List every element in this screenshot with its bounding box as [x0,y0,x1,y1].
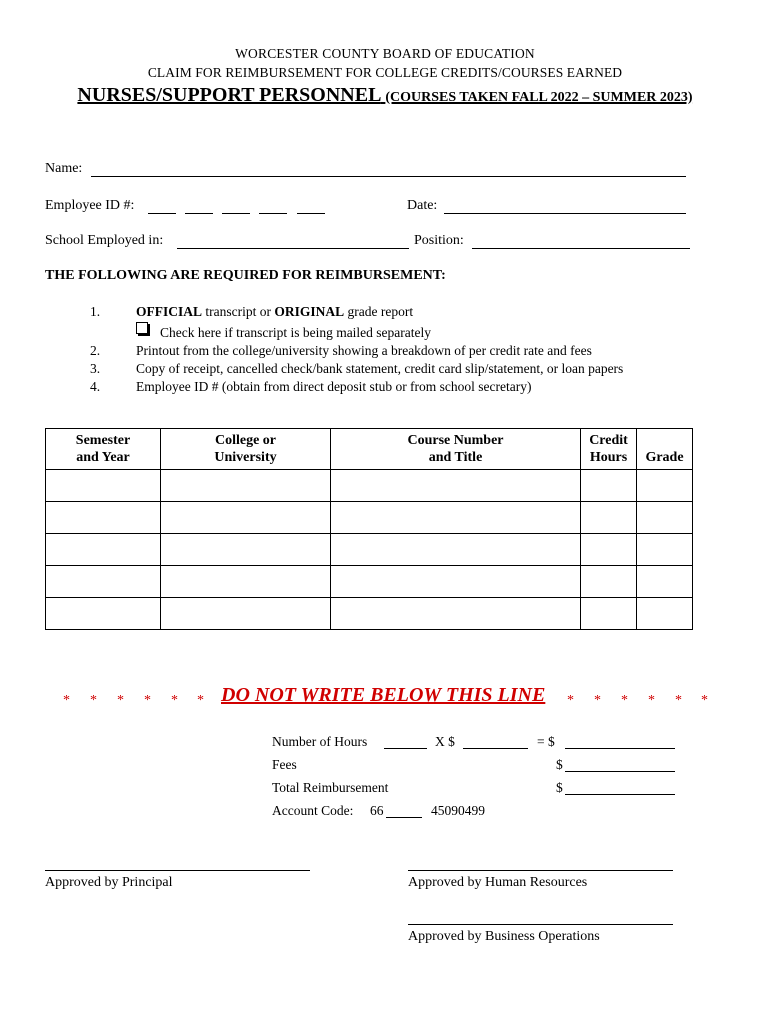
school-input-line[interactable] [177,234,409,249]
name-field [45,161,82,177]
employee-id-box-2[interactable] [185,199,213,214]
header-board-name: WORCESTER COUNTY BOARD OF EDUCATION [235,46,535,61]
employee-id-box-5[interactable] [297,199,325,214]
divider-star: * [90,693,97,708]
col-course [331,429,581,470]
requirements-title: THE FOLLOWING ARE REQUIRED FOR REIMBURSEMENT: [45,268,446,283]
table-row [46,566,693,598]
subtotal-input-line[interactable] [565,735,675,749]
table-cell[interactable] [581,598,637,630]
col-credit-hours-line2: Hours [589,450,628,465]
table-cell[interactable] [46,598,161,630]
rate-input-line[interactable] [463,735,528,749]
fees-label: Fees [272,757,297,772]
col-grade [637,429,693,470]
table-row [46,502,693,534]
table-cell[interactable] [331,566,581,598]
table-cell[interactable] [161,598,331,630]
req-num-3: 3. [90,361,101,376]
fees-input-line[interactable] [565,758,675,772]
position-input-line[interactable] [472,234,690,249]
table-cell[interactable] [161,502,331,534]
divider-star: * [117,693,124,708]
req-item-4: Employee ID # (obtain from direct deposit stub or from school secretary) [136,379,532,394]
req-official: OFFICIAL [136,304,203,319]
table-cell[interactable] [331,534,581,566]
checkbox-label: Check here if transcript is being mailed separately [160,325,432,340]
table-cell[interactable] [581,534,637,566]
employee-id-label: Employee ID #: [45,198,135,213]
table-row [46,470,693,502]
table-row [46,598,693,630]
employee-id-box-4[interactable] [259,199,287,214]
requirements-list [0,304,770,399]
page-title-sub: (COURSES TAKEN FALL 2022 – SUMMER 2023) [385,90,693,105]
hours-label: Number of Hours [272,734,368,749]
divider-star: * [567,693,574,708]
courses-table [45,428,693,630]
table-cell[interactable] [581,470,637,502]
employee-id-box-3[interactable] [222,199,250,214]
col-course-line1: Course Number [407,433,504,448]
table-cell[interactable] [637,534,693,566]
col-college [161,429,331,470]
table-cell[interactable] [161,470,331,502]
hr-signature-line[interactable] [408,869,673,871]
table-cell[interactable] [331,502,581,534]
req-item-3: Copy of receipt, cancelled check/bank statement, credit card slip/statement, or loan papers [136,361,624,376]
hours-input-line[interactable] [384,735,427,749]
position-label: Position: [414,233,464,248]
table-cell[interactable] [161,534,331,566]
table-cell[interactable] [46,566,161,598]
req-item-1-text-b: grade report [344,304,414,319]
req-item-1-text-a: transcript or [202,304,275,319]
table-cell[interactable] [637,598,693,630]
principal-signature-line[interactable] [45,869,310,871]
col-credit-hours [581,429,637,470]
req-item-1 [136,304,413,320]
req-num-4: 4. [90,379,101,394]
divider-star: * [675,693,682,708]
account-code-suffix: 45090499 [431,803,485,818]
table-cell[interactable] [637,566,693,598]
col-semester-year-line1: Semester [75,433,131,448]
page-title-main: NURSES/SUPPORT PERSONNEL [77,84,381,106]
hr-signature-label: Approved by Human Resources [408,875,588,890]
employee-id-box-1[interactable] [148,199,176,214]
table-header-row [46,429,693,470]
date-label: Date: [407,198,438,213]
account-code-prefix: 66 [370,803,384,818]
account-code-label: Account Code: [272,803,354,818]
divider-star: * [594,693,601,708]
divider-star: * [197,693,204,708]
table-cell[interactable] [581,566,637,598]
do-not-write-text: DO NOT WRITE BELOW THIS LINE [221,684,546,706]
col-grade-line2: Grade [645,450,684,465]
business-signature-label: Approved by Business Operations [408,929,600,944]
equals-label: = $ [537,734,555,749]
col-credit-hours-line1: Credit [589,433,628,448]
total-input-line[interactable] [565,781,675,795]
table-row [46,534,693,566]
page-title [0,84,770,107]
req-num-1: 1. [90,304,101,319]
header-claim-title: CLAIM FOR REIMBURSEMENT FOR COLLEGE CREDITS/COURSES EARNED [147,65,623,80]
table-cell[interactable] [161,566,331,598]
col-college-line1: College or [214,433,277,448]
name-input-line[interactable] [91,162,686,177]
divider-star: * [171,693,178,708]
table-cell[interactable] [637,470,693,502]
table-cell[interactable] [637,502,693,534]
table-cell[interactable] [46,502,161,534]
business-signature-line[interactable] [408,923,673,925]
divider-star: * [621,693,628,708]
divider-star: * [63,693,70,708]
school-label: School Employed in: [45,233,164,248]
total-dollar: $ [556,780,563,795]
divider-star: * [144,693,151,708]
table-cell[interactable] [581,502,637,534]
table-cell[interactable] [331,598,581,630]
col-course-line2: and Title [428,450,483,465]
date-input-line[interactable] [444,199,686,214]
divider-star: * [701,693,708,708]
divider-star: * [648,693,655,708]
req-num-2: 2. [90,343,101,358]
principal-signature-label: Approved by Principal [45,875,173,890]
name-label: Name: [45,161,83,176]
req-original: ORIGINAL [274,304,345,319]
table-cell[interactable] [46,470,161,502]
times-rate-label: X $ [435,734,455,749]
table-cell[interactable] [331,470,581,502]
col-semester-year-line2: and Year [76,450,130,465]
account-code-input-line[interactable] [386,804,422,818]
total-label: Total Reimbursement [272,780,389,795]
col-semester-year [46,429,161,470]
table-cell[interactable] [46,534,161,566]
fees-dollar: $ [556,757,563,772]
col-college-line2: University [214,450,277,465]
transcript-mailed-checkbox[interactable] [136,322,148,334]
req-item-2: Printout from the college/university showing a breakdown of per credit rate and fees [136,343,592,358]
